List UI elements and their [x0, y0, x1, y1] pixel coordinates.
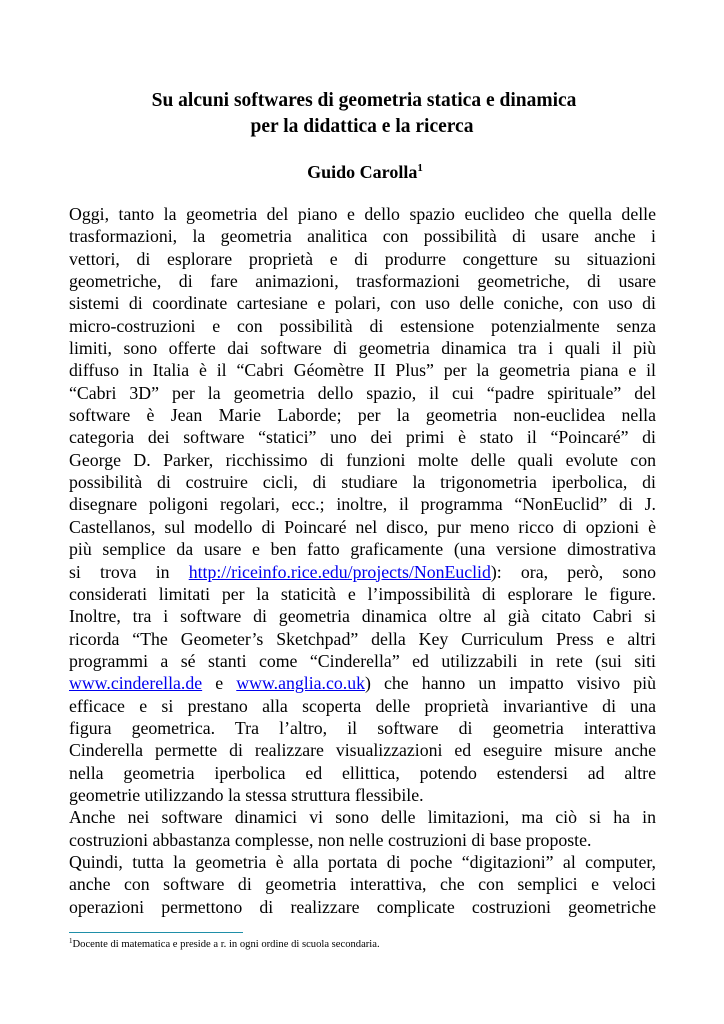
text-line-with-links: [69, 672, 656, 694]
text-line: categoria dei software “statici” uno dei primi è stato il “Poincaré” di: [69, 427, 656, 448]
body-text: [69, 203, 656, 918]
text-line: vettori, di esplorare proprietà e di produrre congetture su situazioni: [69, 248, 656, 269]
text-line: anche con software di geometria interattiva, che con semplici e veloci: [69, 874, 656, 895]
footnote-text: Docente di matematica e preside a r. in ogni ordine di scuola secondaria.: [72, 939, 380, 950]
text-segment: ): ora, però, sono: [490, 561, 657, 582]
text-line: operazioni permettono di realizzare complicate costruzioni geometriche: [69, 896, 656, 917]
text-line: costruzioni abbastanza complesse, non nelle costruzioni di base proposte.: [69, 829, 592, 850]
text-line: Anche nei software dinamici vi sono delle limitazioni, ma ciò si ha in: [69, 807, 656, 828]
author-text: Guido Carolla: [307, 162, 418, 182]
text-line: micro-costruzioni e con possibilità di estensione potenzialmente senza: [69, 315, 656, 336]
text-line: limiti, sono offerte dai software di geometria dinamica tra i quali il più: [69, 338, 656, 359]
text-line-with-link: [69, 561, 656, 583]
footnote-mark: 1: [69, 937, 73, 945]
text-line: Cinderella permette di realizzare visualizzazioni ed eseguire misure anche: [69, 740, 656, 761]
text-line: software è Jean Marie Laborde; per la geometria non-euclidea nella: [69, 405, 656, 426]
document-title-line-1: Su alcuni softwares di geometria statica e dinamica: [151, 90, 577, 111]
text-line: “Cabri 3D” per la geometria dello spazio, il cui “padre spirituale” del: [69, 382, 656, 403]
text-line: efficace e si prestano alla scoperta delle proprietà invariantive di una: [69, 695, 656, 716]
anglia-link[interactable]: www.anglia.co.uk: [236, 673, 365, 694]
cinderella-link[interactable]: www.cinderella.de: [69, 673, 203, 694]
text-line: più semplice da usare e ben fatto graficamente (una versione dimostrativa: [69, 539, 656, 560]
text-line: George D. Parker, ricchissimo di funzioni molte delle quali evolute con: [69, 449, 656, 470]
text-line: Quindi, tutta la geometria è alla portata di poche “digitazioni” al computer,: [69, 851, 656, 872]
text-line: Castellanos, sul modello di Poincaré nel disco, pur meno ricco di opzioni è: [69, 516, 656, 537]
text-segment: ) che hanno un impatto visivo più: [364, 673, 656, 694]
author-footnote-mark[interactable]: 1: [417, 162, 423, 174]
text-line: sistemi di coordinate cartesiane e polari, con uso delle coniche, con uso di: [69, 293, 656, 314]
text-line: considerati limitati per la staticità e l’impossibilità di esplorare le figure.: [69, 583, 656, 604]
footnote-separator: [69, 932, 243, 933]
text-segment: e: [202, 673, 237, 694]
text-line: Oggi, tanto la geometria del piano e dello spazio euclideo che quella delle: [69, 204, 656, 224]
text-line: ricorda “The Geometer’s Sketchpad” della Key Curriculum Press e altri: [69, 628, 656, 649]
text-line: possibilità di costruire cicli, di studiare la trigonometria iperbolica, di: [69, 472, 656, 493]
text-line: nella geometria iperbolica ed ellittica, potendo estendersi ad altre: [69, 762, 656, 783]
text-line: programmi a sé stanti come “Cinderella” ed utilizzabili in rete (sui siti: [69, 650, 656, 671]
text-segment: si trova in: [69, 561, 189, 582]
author-name: [0, 160, 724, 184]
text-line: geometriche, di fare animazioni, trasformazioni geometriche, di usare: [69, 271, 656, 292]
text-line: geometrie utilizzando la stessa struttura flessibile.: [69, 784, 424, 805]
text-line: disegnare poligoni regolari, ecc.; inoltre, il programma “NonEuclid” di J.: [69, 494, 656, 515]
text-line: trasformazioni, la geometria analitica con possibilità di usare anche i: [69, 226, 656, 247]
text-line: diffuso in Italia è il “Cabri Géomètre II Plus” per la geometria piana e il: [69, 360, 656, 381]
document-title-line-2: per la didattica e la ricerca: [250, 116, 474, 137]
text-line: Inoltre, tra i software di geometria dinamica oltre al già citato Cabri si: [69, 606, 656, 627]
nonEuclid-link[interactable]: http://riceinfo.rice.edu/projects/NonEuclid: [188, 561, 491, 582]
footnote: [69, 938, 380, 952]
text-line: figura geometrica. Tra l’altro, il software di geometria interattiva: [69, 717, 656, 738]
